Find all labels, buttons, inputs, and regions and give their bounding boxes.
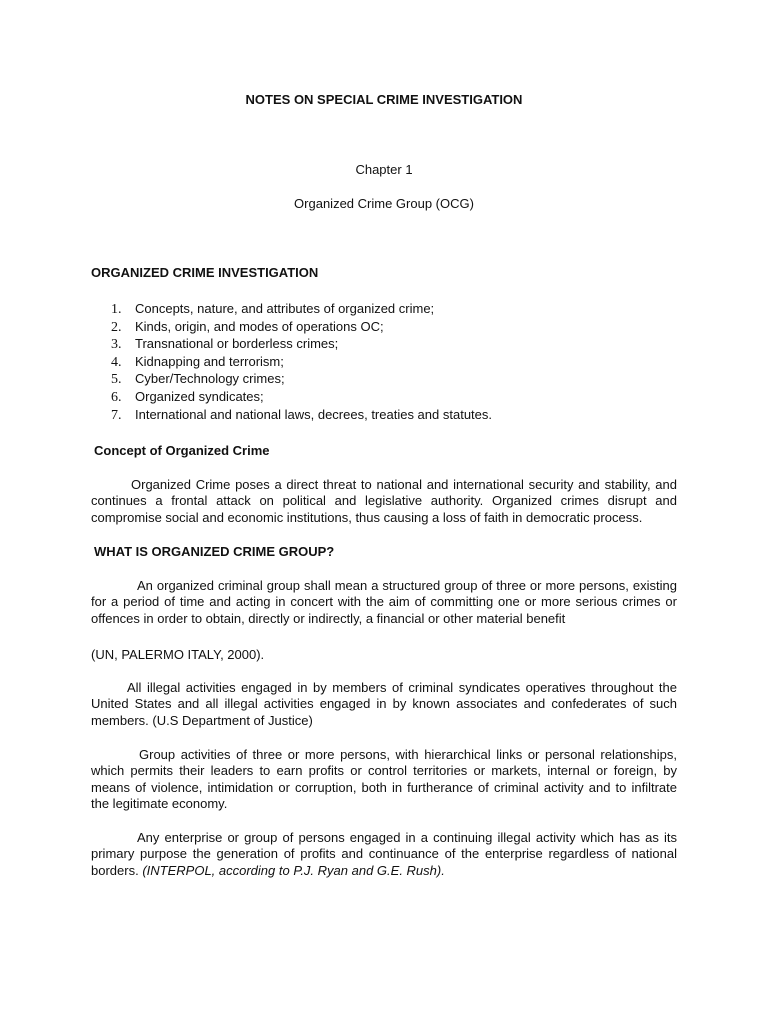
definition-group-paragraph: Group activities of three or more persons, with hierarchical links or personal relationships, which permits their leaders to earn profits or control territories or markets, internal or foreign, by means of violence, intimidation or corruption, both in furtherance of criminal activity and to infiltrate the legitimate economy.	[91, 747, 677, 811]
list-item	[111, 300, 492, 318]
list-text: Kidnapping and terrorism;	[135, 353, 284, 369]
list-item	[111, 335, 492, 353]
document-title: NOTES ON SPECIAL CRIME INVESTIGATION	[245, 92, 523, 107]
list-text: Concepts, nature, and attributes of organized crime;	[135, 301, 435, 316]
definition-un-paragraph: An organized criminal group shall mean a structured group of three or more persons, existing for a period of time and acting in concert with the aim of committing one or more serious crimes or offences in order to obtain, directly or indirectly, a financial or other material benefit	[91, 578, 677, 626]
list-text: Organized syndicates;	[135, 388, 264, 404]
list-number: 5.	[111, 372, 122, 388]
list-item	[111, 318, 492, 336]
what-heading: WHAT IS ORGANIZED CRIME GROUP?	[94, 544, 335, 559]
list-number: 2.	[111, 319, 122, 335]
list-number: 3.	[111, 337, 122, 353]
section-heading: ORGANIZED CRIME INVESTIGATION	[91, 265, 319, 280]
concept-heading: Concept of Organized Crime	[94, 443, 270, 458]
list-number: 6.	[111, 389, 122, 405]
definition-interpol-paragraph	[91, 830, 677, 879]
list-text: Kinds, origin, and modes of operations OC;	[135, 318, 384, 334]
list-item	[111, 353, 492, 371]
interpol-citation: (INTERPOL, according to P.J. Ryan and G.E. Rush).	[142, 862, 445, 878]
list-item	[111, 406, 492, 424]
un-citation: (UN, PALERMO ITALY, 2000).	[91, 647, 265, 662]
interpol-text: Any enterprise or group of persons engaged in a continuing illegal activity which has as its primary purpose the generation of profits and continuance of the enterprise regardless of national borders.	[91, 830, 677, 878]
topics-list	[111, 300, 492, 423]
list-number: 1.	[111, 302, 122, 317]
list-number: 7.	[111, 407, 122, 423]
list-text: International and national laws, decrees, treaties and statutes.	[135, 406, 492, 422]
list-item	[111, 388, 492, 406]
list-number: 4.	[111, 354, 122, 370]
definition-doj-paragraph: All illegal activities engaged in by members of criminal syndicates operatives throughout the United States and all illegal activities engaged in by known associates and confederates of such members. (U.S Department of Justice)	[91, 680, 677, 728]
list-item	[111, 370, 492, 388]
list-text: Transnational or borderless crimes;	[135, 336, 339, 352]
chapter-label: Chapter 1	[355, 162, 413, 177]
chapter-subtitle: Organized Crime Group (OCG)	[294, 196, 474, 211]
list-text: Cyber/Technology crimes;	[135, 371, 285, 387]
concept-paragraph: Organized Crime poses a direct threat to national and international security and stability, and continues a frontal attack on political and legislative authority. Organized crimes disrupt and compromise social and economic institutions, thus causing a loss of faith in democratic process.	[91, 477, 677, 525]
